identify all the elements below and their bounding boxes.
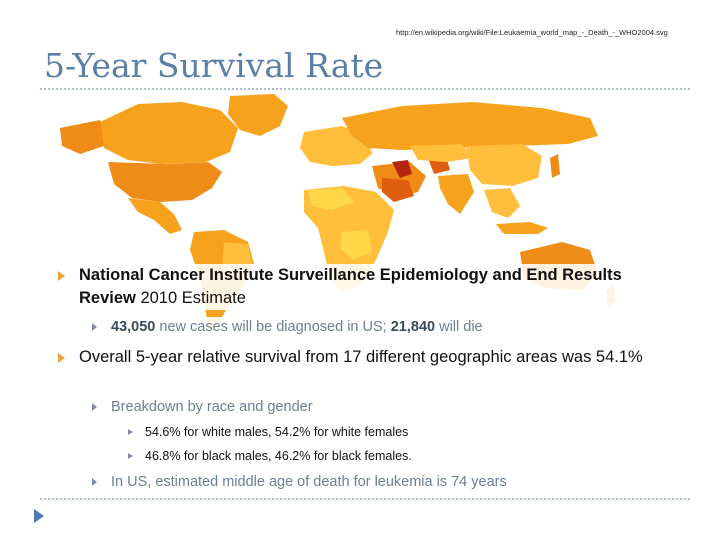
slide-corner-arrow-icon — [34, 509, 44, 523]
source-url[interactable]: http://en.wikipedia.org/wiki/File:Leukaemia_world_map_-_Death_-_WHO2004.svg — [396, 28, 668, 37]
bullet-item-seer — [58, 264, 658, 310]
bottom-divider — [40, 498, 690, 500]
bullet-arrow-icon — [58, 353, 65, 363]
bullet-text-seer — [79, 264, 658, 310]
bullet-normal-text: 2010 Estimate — [135, 289, 246, 307]
bullet-text-survival: Overall 5-year relative survival from 17 different geographic areas was 54.1% — [79, 346, 643, 369]
deaths-number: 21,840 — [390, 319, 436, 335]
bullet-item-survival — [58, 346, 658, 369]
bullet-arrow-icon — [92, 323, 97, 331]
sub-bullet-text-cases — [111, 317, 483, 337]
sub-bullet-text-median-age: In US, estimated middle age of death for leukemia is 74 years — [111, 474, 507, 490]
bullet-arrow-icon — [128, 429, 133, 435]
sub-sub-bullet-white — [128, 424, 648, 440]
sub-bullet-cases — [92, 317, 652, 337]
cases-text: new cases will be diagnosed in US; — [155, 319, 391, 335]
bullet-bold-text: National Cancer Institute Surveillance Epidemiology and End Results Review — [79, 266, 622, 307]
deaths-text: will die — [435, 319, 483, 335]
sub-bullet-breakdown — [92, 397, 652, 417]
sub-sub-bullet-text-black: 46.8% for black males, 46.2% for black females. — [145, 449, 412, 463]
sub-sub-bullet-text-white: 54.6% for white males, 54.2% for white females — [145, 425, 409, 439]
page-title: 5-Year Survival Rate — [44, 46, 384, 85]
sub-bullet-median-age — [92, 472, 652, 492]
new-cases-number: 43,050 — [111, 319, 156, 335]
sub-sub-bullet-black — [128, 448, 648, 464]
bullet-arrow-icon — [128, 453, 133, 459]
sub-bullet-text-breakdown: Breakdown by race and gender — [111, 399, 313, 415]
bullet-arrow-icon — [92, 478, 97, 486]
bullet-arrow-icon — [92, 403, 97, 411]
bullet-arrow-icon — [58, 271, 65, 281]
